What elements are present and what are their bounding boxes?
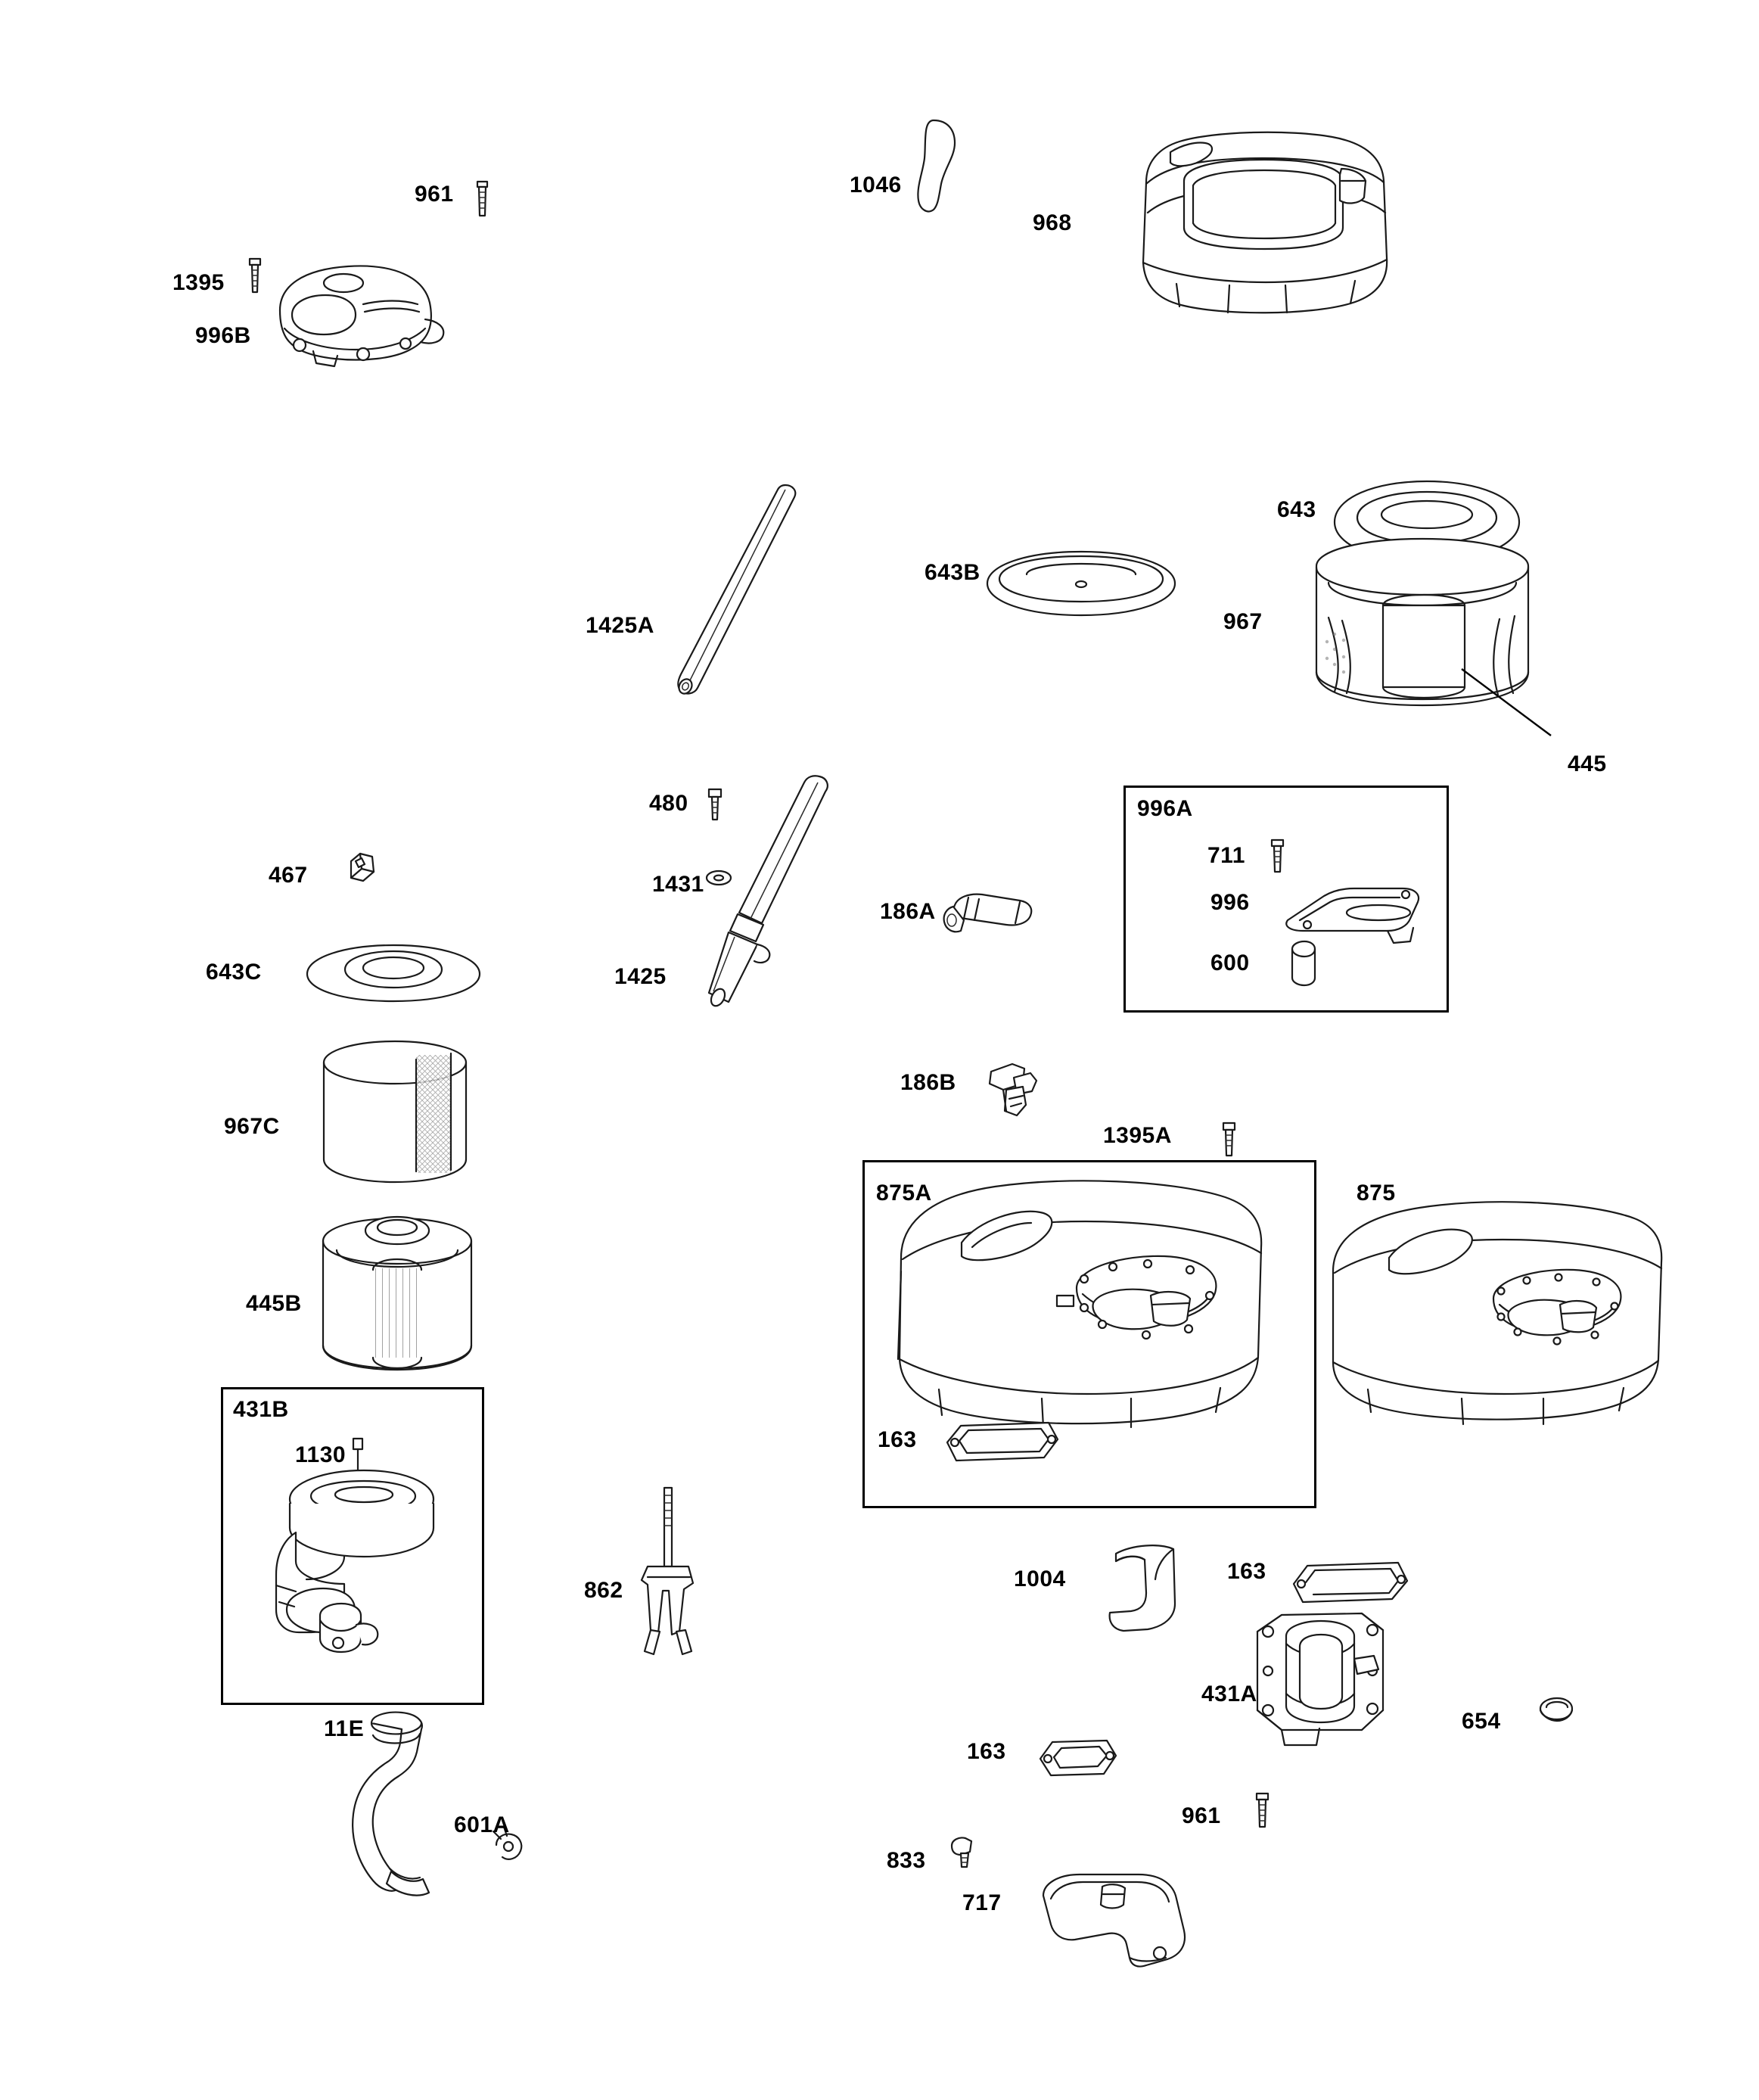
part-711-screw [1265,838,1291,875]
callout-1395: 1395 [172,270,225,295]
callout-996B: 996B [195,323,251,348]
callout-961-lower: 961 [1182,1803,1221,1828]
part-1046-seal [908,117,968,216]
callout-1425A: 1425A [586,613,654,638]
part-11E-breather-hose [344,1706,480,1896]
callout-996: 996 [1210,890,1250,915]
part-1425-dipstick-tube [692,772,859,1006]
callout-600: 600 [1210,950,1250,975]
callout-163-a: 163 [878,1427,917,1452]
callout-11E: 11E [324,1716,365,1741]
callout-1425: 1425 [614,964,667,989]
callout-186B: 186B [900,1070,956,1095]
callout-833: 833 [887,1848,926,1873]
part-600-bushing [1286,937,1316,990]
part-163-gasket-c [1033,1733,1123,1783]
callout-643B: 643B [925,560,981,585]
callout-1431: 1431 [652,872,704,897]
callout-961: 961 [415,182,454,207]
callout-186A: 186A [880,899,936,924]
part-967-air-filter-canister [1301,469,1551,734]
part-875A-blower-housing [881,1174,1275,1454]
part-875-blower-housing [1316,1196,1672,1445]
part-968-cover [1101,125,1419,344]
callout-643C: 643C [206,960,262,985]
part-445B-filter-element [314,1211,480,1377]
part-431B-carburetor-assembly [246,1434,465,1684]
callout-875: 875 [1357,1181,1396,1206]
callout-163-c: 163 [967,1739,1006,1764]
part-467-clip [340,849,383,887]
callout-717: 717 [962,1890,1002,1915]
callout-445: 445 [1568,751,1607,776]
part-186B-elbow-fitting [984,1058,1052,1125]
callout-968: 968 [1033,210,1072,235]
callout-431B: 431B [233,1397,289,1422]
callout-643: 643 [1277,497,1316,522]
callout-445B: 445B [246,1291,302,1316]
part-717-heat-shield [1033,1865,1207,1986]
part-833-screw [946,1835,979,1870]
part-643C-disc [303,935,484,1010]
part-1425A-tube [666,481,817,708]
part-186A-fitting [938,885,1036,941]
callout-875A: 875A [876,1181,932,1206]
part-862-governor-shaft [629,1483,713,1665]
part-1395A-screw [1217,1122,1242,1159]
part-961-screw-lower [1250,1792,1276,1830]
part-643B-cover-disc [980,541,1184,624]
callout-1395A: 1395A [1103,1123,1172,1148]
part-967C-prefilter [316,1037,475,1188]
part-961-screw [469,180,496,219]
part-1004-deflector [1101,1540,1192,1638]
callout-601A: 601A [454,1812,510,1837]
part-431A-carburetor [1241,1597,1400,1756]
callout-1004: 1004 [1014,1566,1066,1591]
callout-1046: 1046 [850,173,902,198]
callout-996A: 996A [1137,796,1193,821]
callout-1130: 1130 [295,1442,347,1467]
callout-467: 467 [269,863,308,888]
callout-711: 711 [1207,843,1245,868]
callout-967: 967 [1223,609,1263,634]
part-163-gasket-a [938,1415,1067,1468]
callout-480: 480 [649,791,688,816]
part-996B-cover [250,256,469,384]
callout-431A: 431A [1201,1682,1257,1706]
callout-654: 654 [1462,1709,1501,1734]
callout-862: 862 [584,1578,623,1603]
callout-163-b: 163 [1227,1559,1266,1584]
callout-967C: 967C [224,1114,280,1139]
part-654-plug [1536,1695,1577,1725]
